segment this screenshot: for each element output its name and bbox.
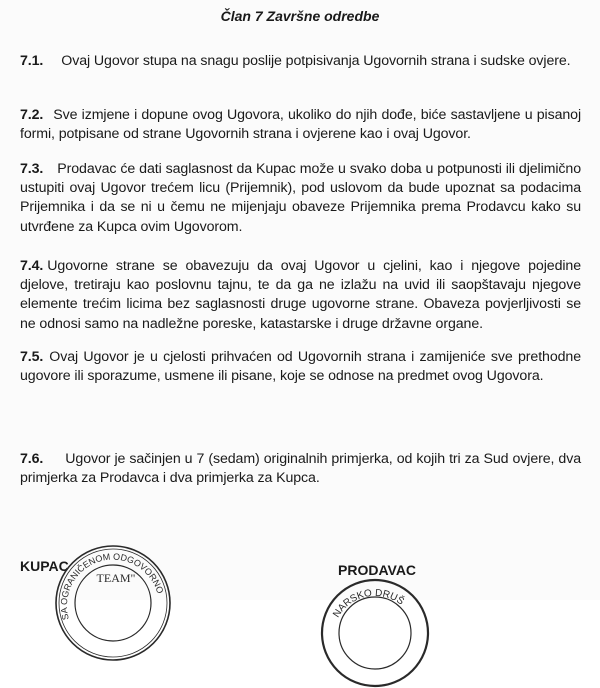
clause-text: Ugovor je sačinjen u 7 (sedam) originalnih primjerka, od kojih tri za Sud ovjere, dva primjerka za Prodavca i dva primjerka za Kupca. xyxy=(20,451,581,487)
article-title: Član 7 Završne odredbe xyxy=(220,8,380,24)
clause-number: 7.6. xyxy=(20,451,44,467)
clause-text: Ugovorne strane se obavezuju da ovaj Ugovor u cjelini, kao i njegove pojedine djelove, tretiraju kao poslovnu tajnu, te da ga ne izlažu na uvid ili saopštavaju njegove elemente trećim licima bez saglasnosti druge ugovorne strane. Obaveza povjerljivosti se ne odnosi samo na nadležne poreske, katastarske i druge državne organe. xyxy=(20,258,581,332)
clause-text: Ovaj Ugovor stupa na snagu poslije potpisivanja Ugovornih strana i sudske ovjere. xyxy=(61,53,571,69)
seller-stamp xyxy=(320,578,430,688)
clause-7-5 xyxy=(20,348,581,386)
clause-number: 7.3. xyxy=(20,161,44,177)
clause-text: Prodavac će dati saglasnost da Kupac može u svako doba u potpunosti ili djelimično ustupiti ovaj Ugovor trećem licu (Prijemnik), pod uslovom da bude upoznat sa podacima Prijemnika i da se ni u čemu ne mijenjaju obaveze Prijemnika prema Prodavcu kako su utvrđene za Kupca ovim Ugovorom. xyxy=(20,161,581,235)
clause-number: 7.1. xyxy=(20,53,44,69)
clause-number: 7.4. xyxy=(20,258,44,274)
buyer-label: KUPAC xyxy=(20,558,69,574)
buyer-stamp xyxy=(54,544,172,662)
clause-text: Sve izmjene i dopune ovog Ugovora, ukoliko do njih dođe, biće sastavljene u pisanoj formi, potpisane od strane Ugovornih strana i ovjerene kao i ovaj Ugovor. xyxy=(20,107,581,143)
clause-7-6 xyxy=(20,450,581,488)
svg-text:NARSKO DRUŠ: NARSKO DRUŠ xyxy=(331,587,406,620)
clause-7-4 xyxy=(20,257,581,334)
clause-number: 7.5. xyxy=(20,349,44,365)
svg-text:SA OGRANIČENOM ODGOVORNO: SA OGRANIČENOM ODGOVORNO xyxy=(58,551,166,621)
clause-7-3 xyxy=(20,160,581,237)
svg-text:TEAM": TEAM" xyxy=(96,571,136,585)
clause-7-1 xyxy=(20,52,581,71)
clause-number: 7.2. xyxy=(20,107,44,123)
seller-label: PRODAVAC xyxy=(338,562,417,578)
clause-text: Ovaj Ugovor je u cjelosti prihvaćen od Ugovornih strana i zamijeniće sve prethodne ugovore ili sporazume, usmene ili pisane, koje se odnose na predmet ovog Ugovora. xyxy=(20,349,581,385)
clause-7-2 xyxy=(20,106,581,144)
